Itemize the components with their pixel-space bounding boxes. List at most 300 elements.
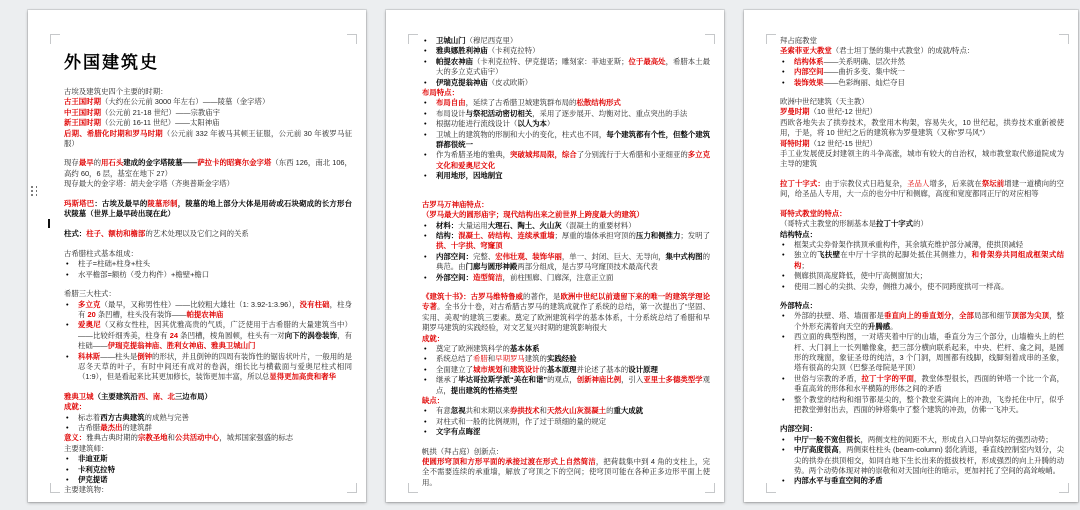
text-run: 的）	[913, 219, 928, 229]
text-cursor	[48, 219, 50, 228]
text-run: 继承了	[436, 375, 459, 385]
text-boundary-mark	[408, 483, 418, 493]
text-run: 20	[87, 309, 96, 319]
text-run: 拱、十字拱、穹窿顶	[436, 241, 503, 251]
text-run: 的	[606, 406, 614, 416]
bullet-marker: •	[424, 108, 427, 118]
text-run: 结构特点：	[780, 229, 817, 239]
blank-line	[64, 190, 352, 199]
bullet-marker: •	[424, 251, 427, 261]
text-run: 没有柱础	[299, 299, 330, 309]
bullet-item	[780, 78, 1064, 88]
bullet-item	[422, 406, 710, 416]
text-run: 框架式尖券骨架作拱顶承重构件，其余填充维护部分减薄，使拱顶减轻	[794, 239, 1024, 249]
text-run: 伊克提诺	[78, 475, 108, 484]
drag-handle-icon[interactable]	[31, 186, 40, 197]
text-run: 内部空间：	[436, 251, 474, 261]
text-run: 每个建筑都有个性，但整个建筑群都很统一	[436, 129, 710, 150]
bullet-item	[422, 109, 710, 119]
bullet-item	[64, 300, 352, 321]
paragraph	[422, 447, 710, 457]
bullet-item	[422, 36, 710, 46]
text-run: 柱子、额枋和檐部	[86, 229, 146, 239]
paragraph	[780, 209, 1064, 219]
text-run: 24	[169, 330, 178, 340]
text-run: （罗马最大的圆形庙宇；现代结构出来之前世界上跨度最大的建筑）	[422, 210, 644, 220]
text-run: 古罗马维特鲁威	[470, 291, 524, 301]
text-run: 希腊	[472, 354, 488, 364]
text-run: 哥特式教堂的特点：	[780, 208, 847, 218]
bullet-item	[422, 119, 710, 129]
text-run: 天然火山灰混凝土	[546, 406, 607, 416]
text-run: 大理石、陶土、火山灰	[487, 220, 562, 230]
paragraph	[64, 229, 352, 239]
bullet-item	[780, 476, 1064, 486]
text-run: 的	[539, 364, 547, 374]
text-run: 和骨架券共同组成框架式结构	[794, 250, 1064, 270]
text-boundary-mark	[408, 34, 418, 44]
paragraph	[422, 457, 710, 488]
text-run: ，两侧支柱的间距不大，形成自入口导向祭坛的强烈动势；	[860, 434, 1053, 444]
text-run: ，整个外形充满着向天空的	[794, 311, 1064, 331]
text-run: 利用地形，因地制宜	[436, 171, 503, 181]
text-run: 古希腊柱式基本组成：	[64, 248, 138, 258]
text-run: 布局自由	[436, 98, 466, 108]
text-run: 集中式构图	[665, 251, 703, 261]
bullet-marker: •	[66, 269, 69, 279]
blank-line	[780, 415, 1064, 424]
text-run: ——柱头是	[100, 351, 138, 361]
bullet-item	[780, 445, 1064, 476]
text-run: 拉丁十字式	[876, 219, 914, 229]
text-run: 宏伟壮观、装饰华丽	[495, 251, 562, 261]
text-run: 增建一道横向的空间，给圣品人专用，大一点的也分中厅和侧廊，高度和宽度都同正厅的对应相等	[780, 178, 1064, 199]
text-run: ，有柱础——	[78, 330, 352, 351]
text-run: 和	[167, 433, 175, 443]
bullet-item	[64, 454, 352, 464]
text-run: 结构：	[436, 230, 459, 240]
text-run: 西方古典建筑	[100, 412, 145, 422]
text-run: 最早	[78, 158, 94, 168]
bullet-marker: •	[782, 434, 785, 444]
text-run: 设计原理	[628, 364, 658, 374]
text-run: 两部分组成，是古罗马穹窿顶技术最高代表	[517, 262, 658, 272]
bullet-marker: •	[782, 373, 785, 383]
text-run: 伊瑞克提翁神庙	[436, 77, 488, 87]
bullet-marker: •	[424, 272, 427, 282]
bullet-marker: •	[66, 412, 69, 422]
text-run: ——关系明确、层次井然	[823, 56, 905, 66]
text-run: 忽视	[450, 406, 466, 416]
text-run: 系统总结了	[436, 354, 473, 364]
text-run: 外部的扶壁、塔、墙面都是	[794, 311, 885, 321]
paragraph	[64, 179, 352, 189]
text-run: 突破城邦局限，综合	[510, 150, 577, 160]
text-boundary-mark	[347, 34, 357, 44]
text-run: 基本原理	[546, 364, 577, 374]
text-run: 条凹槽，棱角圆顿，柱头有一对	[177, 330, 285, 340]
text-run: 欧洲中世纪以前遗留下来的唯一的建筑学理论专著	[422, 291, 710, 312]
text-run: 罗曼时期	[780, 107, 810, 117]
text-run: 卫城上的建筑物的形制和大小的变化，柱式也不同，	[436, 129, 607, 139]
text-run: ，希腊本土最大的多立克式庙宇）	[436, 56, 710, 77]
text-run: 位于最高处	[628, 56, 666, 66]
text-run: ）	[546, 119, 555, 129]
text-run: 垂直向上的垂直划分	[884, 311, 952, 321]
text-boundary-mark	[766, 483, 776, 493]
paragraph	[64, 249, 352, 259]
text-run: 卫城山门	[436, 36, 466, 45]
bullet-item	[422, 354, 710, 364]
text-run: （世界上最早砖出现在此）	[86, 209, 175, 219]
text-run: ，城邦国家强盛的标志	[219, 433, 294, 443]
text-run: （公元前 332 年被马其顿王征服，公元前 30 年被罗马征服）	[64, 128, 352, 149]
text-run: ；	[801, 260, 809, 270]
text-run: 亚里士多德类型学	[643, 375, 703, 385]
text-run: 后期、希腊化时期和罗马时期	[64, 128, 163, 138]
text-run: （公元前 16-11 世纪）——太阳神庙	[100, 118, 220, 128]
paragraph	[64, 108, 352, 118]
text-run: ——色彩绚丽、灿烂夺目	[823, 77, 905, 87]
bullet-marker: •	[782, 77, 785, 87]
text-run: 文字有点晦涩	[436, 427, 481, 437]
text-run: 全面建立了	[436, 364, 473, 374]
bullet-marker: •	[66, 351, 69, 361]
text-run: ，前柱围廊、门廊深，注意正立面	[502, 272, 614, 282]
text-run: 内部水平与垂直空间的矛盾	[794, 476, 883, 486]
text-run: 欧洲中世纪建筑（天主教）	[780, 97, 869, 107]
text-run: 整个教堂的结构和细节都是尖的，整个教堂充满向上的冲劲，飞券托住中厅，似乎把教堂弹射出去，西面的钟塔集中了整个建筑的冲劲，仿佛一飞冲天。	[794, 394, 1064, 414]
bullet-marker: •	[66, 454, 69, 464]
bullet-item	[422, 252, 710, 273]
text-run: 雅典娜胜利神庙	[436, 46, 488, 56]
text-run: （大约在公元前 3000 年左右）——陵墓（金字塔）	[100, 97, 270, 107]
text-run: 重大成就	[613, 406, 644, 416]
text-run: ，单一、封闭、巨大、无导向，	[561, 251, 666, 261]
bullet-item	[780, 57, 1064, 67]
text-run: 希腊三大柱式：	[64, 289, 116, 299]
text-run: 大量运用	[458, 220, 488, 230]
text-run: 现存最大的金字塔：胡夫金字塔（齐奥普斯金字塔）	[64, 179, 234, 189]
text-run: 手工业发展使反封建领主的斗争高涨，城市有较大的自治权，城市教堂取代修道院成为主导的建筑	[780, 149, 1064, 169]
paragraph	[64, 118, 352, 128]
text-run: 城市规划	[472, 364, 503, 374]
text-run: 拜占庭教堂	[780, 36, 817, 45]
text-run: 帕提农神庙	[436, 56, 474, 66]
text-run: ，采用了逐步展开、均衡对比、重点突出的手法	[532, 108, 688, 118]
text-run: （10 世纪-12 世纪）	[809, 107, 877, 117]
text-run: 增多，后来就在	[929, 178, 982, 188]
text-run: 券拱技术	[509, 406, 540, 416]
text-run: ，两侧束柱柱头 (beam-column) 弱化消退，垂直线控制室内划分，尖尖的拱券在拱顶相交，如同自地下生长出来的挺拔枝杆，形成强烈的向上升腾的动势。两个动势体现对神的崇敬和对天国向往的暗示，更加衬托了空间的高耸峻峭。	[794, 445, 1064, 476]
paragraph	[422, 396, 710, 406]
text-run: 的艺术处理以及它们之间的关系	[145, 229, 249, 239]
text-run: （君士坦丁堡的集中式教堂）的成就/特点：	[831, 46, 975, 56]
paragraph	[780, 219, 1064, 229]
bullet-marker: •	[424, 230, 427, 240]
bullet-marker: •	[66, 259, 69, 269]
bullet-marker: •	[782, 332, 785, 342]
text-run: 独立的	[794, 250, 818, 260]
paragraph	[780, 301, 1064, 311]
caret-line	[64, 219, 352, 229]
text-run: 卡利克拉特	[78, 464, 115, 474]
page-2[interactable]	[386, 10, 724, 502]
text-run: ——曲折多变、集中统一	[823, 67, 905, 77]
text-run: 新王国时期	[64, 118, 101, 128]
bullet-marker: •	[66, 320, 69, 330]
bullet-marker: •	[782, 476, 785, 486]
paragraph	[780, 36, 1064, 46]
text-run: 对柱式和一般的比例规则，作了过于琐细的量的规定	[436, 416, 606, 426]
text-run: 现存	[64, 158, 79, 168]
text-run: 外部特点：	[780, 300, 817, 310]
bullet-item	[422, 417, 710, 427]
text-run: 帆拱（拜占庭）创新点：	[422, 446, 504, 456]
paragraph	[780, 424, 1064, 434]
text-run: 建筑的	[524, 354, 547, 364]
text-run: 古希腊	[78, 422, 101, 432]
text-run: 成就：	[64, 402, 87, 412]
text-run: （东西 126，南北 106，高约 60，6 层，基室在地下 27）	[64, 158, 352, 178]
text-run: ；厚重的墙体承担穹顶的	[554, 230, 636, 240]
text-run: 中王国时期	[64, 107, 101, 117]
bullet-marker: •	[424, 46, 427, 56]
text-run: （混凝土的重要材料）	[561, 220, 636, 230]
blank-line	[64, 280, 352, 289]
blank-line	[422, 438, 710, 447]
text-run: 压力和侧推力	[635, 230, 681, 240]
bullet-item	[422, 171, 710, 181]
bullet-item	[780, 435, 1064, 445]
blank-line	[422, 191, 710, 200]
bullet-item	[780, 282, 1064, 292]
blank-line	[64, 383, 352, 392]
text-run: 古王国时期	[64, 97, 101, 107]
text-run: ，陵墓的地上部分大体是用砖或石块砌成的长方形台状陵墓	[64, 198, 352, 219]
text-run: 内部空间	[794, 67, 824, 77]
text-run: 以人为本	[517, 119, 547, 129]
text-run: ，引入	[621, 375, 644, 385]
text-run: 完整、	[473, 251, 496, 261]
text-run: 世俗与宗教的矛盾，	[794, 373, 862, 383]
text-run: 基本体系	[509, 343, 540, 353]
paragraph	[422, 88, 710, 98]
text-run: 并论述了基本的	[576, 364, 629, 374]
text-run: 的著作，是	[523, 291, 561, 301]
blank-line	[780, 170, 1064, 179]
text-run: 雅典古典时期的	[86, 433, 138, 443]
paragraph	[64, 289, 352, 299]
text-run: 柱式：	[64, 229, 87, 239]
text-run: （卡利克拉特）	[487, 46, 540, 56]
text-run: 中厅一般不宽但很长	[794, 434, 861, 444]
bullet-marker: •	[424, 36, 427, 45]
text-run: 成就：	[422, 333, 445, 343]
text-boundary-mark	[50, 34, 60, 44]
text-run: 外国建筑史	[64, 53, 159, 72]
bullet-item	[780, 67, 1064, 77]
text-run: 西立面的典型构图，一对塔夹着中厅的山墙，垂直分为三个部分，山墙檐头上的栏杆、大门洞上一长列雕像龛，把三部分横向联系起来，中央、栏杆、龛之间，是圆形的玫瑰窗，象征圣母的纯洁，3 个门洞，周围都有线脚，线脚刻着成串的圣象，塔有很高的尖顶（巴黎圣母院是平顶）	[794, 332, 1064, 373]
text-run: 条凹槽，柱头没有装饰——	[95, 309, 187, 319]
text-boundary-mark	[50, 483, 60, 493]
text-boundary-mark	[766, 34, 776, 44]
text-run: 最杰出	[100, 422, 123, 432]
paragraph	[422, 334, 710, 344]
text-run: 实践经验	[546, 354, 577, 364]
paragraph	[422, 210, 710, 220]
bullet-marker: •	[424, 119, 427, 129]
bullet-marker: •	[424, 56, 427, 66]
bullet-item	[64, 270, 352, 280]
paragraph	[780, 46, 1064, 56]
text-run: 主要建筑师：	[64, 443, 109, 453]
text-run: 建成的金字塔陵墓——	[123, 158, 198, 168]
text-run: 柱子=柱础+柱身+柱头	[78, 259, 151, 269]
text-run: ，教堂体型很长，西面的钟塔一个比一个高，垂直高耸的形体和水平横陈的形体之间的矛盾	[794, 373, 1064, 394]
text-run: 多立克	[78, 299, 101, 309]
text-run: ，柱身有	[78, 299, 352, 319]
bullet-marker: •	[782, 67, 785, 77]
paragraph	[780, 179, 1064, 200]
text-run: 有意	[436, 406, 451, 416]
text-run: 飞扶壁	[817, 250, 841, 260]
text-run: 雅典卫城	[64, 391, 94, 401]
text-run: （卡利克拉特、伊克提诺；雕刻家：菲迪亚斯；	[473, 56, 629, 66]
blank-line	[780, 292, 1064, 301]
text-run: 早期罗马	[495, 354, 525, 364]
text-run: 拉丁十字式：	[780, 178, 825, 188]
text-run: 顶部为尖顶	[1011, 311, 1050, 321]
bullet-marker: •	[66, 475, 69, 484]
text-run: 和	[539, 406, 547, 416]
text-run: 多立克文化和爱奥尼文化	[436, 150, 710, 170]
text-run: ：古埃及最早的	[94, 198, 148, 208]
text-run: 三边布局）	[174, 391, 212, 401]
text-run: 的观点，	[547, 375, 577, 385]
text-run: 标志着	[78, 412, 101, 422]
text-run: 内部空间：	[780, 424, 817, 434]
bullet-item	[422, 344, 710, 354]
text-run: 缺点：	[422, 396, 445, 405]
text-run: 倒钟	[137, 351, 153, 361]
bullet-marker: •	[782, 445, 785, 455]
bullet-item	[422, 78, 710, 88]
bullet-marker: •	[424, 129, 427, 139]
bullet-marker: •	[424, 406, 427, 416]
bullet-item	[780, 332, 1064, 374]
text-run: 圣索菲亚大教堂	[780, 46, 832, 56]
text-run: 主要建筑物：	[64, 485, 109, 495]
blank-line	[64, 240, 352, 249]
text-run: 毕达哥拉斯学派“美在和谐”	[458, 375, 548, 385]
text-run: 局部和细节	[974, 311, 1012, 321]
text-run: 布局设计	[436, 108, 466, 118]
text-run: 西、南、北	[137, 391, 175, 401]
text-run: 陵墓形制	[147, 198, 178, 208]
bullet-item	[64, 320, 352, 351]
bullet-item	[422, 130, 710, 151]
blank-line	[422, 283, 710, 292]
text-run: （哥特式主教堂的形制基本是	[780, 219, 877, 229]
text-run: 在中厅十字拱的起脚处抵住其侧推力，	[840, 250, 972, 260]
bullet-marker: •	[424, 77, 427, 87]
bullet-item	[64, 259, 352, 269]
bullet-marker: •	[424, 343, 427, 353]
paragraph	[64, 87, 352, 97]
text-run: 玛斯塔巴	[64, 198, 95, 208]
text-run: 的形状，并且倒钟的四周有装饰性的锯齿状叶片，一般用的是忍冬天草的叶子，有时中间还有成对的卷涡，细长比与横截面与爱奥尼柱式相同（1:9），但是看起来比其更加修长，装饰更加丰富，所以总	[78, 351, 352, 382]
text-run: 装饰效果	[794, 77, 824, 87]
text-run: 用石头	[101, 158, 124, 168]
text-run: （12 世纪-15 世纪）	[809, 138, 877, 148]
paragraph	[780, 107, 1064, 117]
text-run: 升腾感	[867, 321, 891, 331]
bullet-item	[422, 150, 710, 171]
bullet-marker: •	[424, 150, 427, 160]
text-run: 和	[502, 364, 510, 374]
text-run: 拉丁十字的平面	[861, 373, 915, 383]
text-run: 共和末期以来	[465, 406, 510, 416]
text-run: 使圆形穹顶和方形平面的承接过渡在形式上自然简洁	[422, 457, 596, 467]
bullet-item	[780, 395, 1064, 416]
bullet-item	[780, 311, 1064, 332]
text-run: 由于宗教仪式日趋复杂，	[824, 178, 908, 188]
bullet-item	[422, 273, 710, 283]
text-run: ，	[951, 311, 960, 321]
text-run: 中厅高度很高	[794, 445, 839, 455]
text-run: 祭坛前	[981, 178, 1005, 188]
text-run: 门廊与圆形神殿	[465, 262, 518, 272]
text-run: 造型简洁	[472, 272, 503, 282]
text-run: 创新神庙比例	[576, 375, 622, 385]
bullet-marker: •	[66, 422, 69, 432]
text-run: ，延续了古希腊卫城建筑群布局的	[465, 98, 577, 108]
paragraph	[780, 97, 1064, 107]
text-run: 的成熟与完善	[144, 412, 189, 422]
blank-line	[64, 149, 352, 158]
paragraph	[64, 402, 352, 412]
text-run: 圣品人	[907, 178, 930, 188]
blank-line	[422, 182, 710, 191]
text-run: ，把荷载集中到 4 角的支柱上，完全不需要连续的承重墙，解放了穹顶之下的空间；使穹顶可能在各种正多边形平面上使用。	[422, 457, 710, 487]
text-run: 西欧各地失去了拱券技术，教堂用木构架，容易失火，10 世纪起，拱券技术重新被使用，于是，将 10 世纪之后的建筑称为罗曼建筑（又称“罗马风”）	[780, 117, 1064, 138]
text-run: 意义：	[64, 433, 87, 443]
text-run: （穆尼西克里）	[465, 36, 518, 45]
paragraph	[64, 485, 352, 495]
text-run: 古埃及建筑史四个主要的时期：	[64, 87, 168, 96]
text-run: 哥特时期	[780, 138, 810, 148]
text-run: 宗教圣地	[137, 433, 168, 443]
text-run: 非迪亚斯	[78, 454, 108, 464]
text-run: 布局特点：	[422, 88, 459, 98]
page-1[interactable]	[28, 10, 366, 502]
text-run: 古罗马万神庙特点：	[422, 199, 489, 209]
text-run: 外部空间：	[436, 272, 473, 282]
text-run: 观点，	[436, 375, 710, 395]
bullet-item	[422, 46, 710, 56]
paragraph	[64, 433, 352, 443]
paragraph	[780, 139, 1064, 149]
text-run: 向下的涡卷装饰	[284, 330, 338, 340]
page-3[interactable]	[744, 10, 1078, 502]
bullet-marker: •	[782, 394, 785, 404]
text-run: ；发明了	[680, 230, 710, 240]
bullet-item	[64, 465, 352, 475]
doc-title	[64, 48, 352, 73]
bullet-item	[422, 57, 710, 78]
text-run: 公共活动中心	[174, 433, 220, 443]
